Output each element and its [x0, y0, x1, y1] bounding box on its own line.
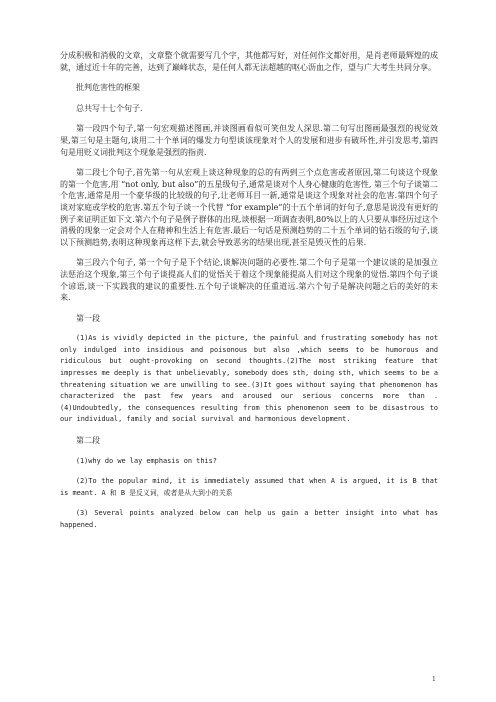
section-heading-first: 第一段 — [76, 313, 100, 323]
section-heading-second: 第二段 — [76, 436, 100, 446]
paragraph-1-outline: 第一段四个句子,第一句宏观描述图画,并谈图画看似可笑但发人深思.第二句写出图画最强烈的视觉效果,第三句是主题句,谈用二十个单词的爆发力句型谈该现象对个人的发展和进步有破坏性,并引发思考,第四句是用贬义词批判这个现象是强烈的指责. — [60, 124, 438, 157]
intro-paragraph: 分成积极和消极的文章，文章整个就需要写几个字，其他都写好，对任何作文都好用，是肖老师最辉煌的成就，通过近十年的完善，达到了巅峰状态，是任何人都无法超越的呕心沥血之作，望与广大考生共同分享。 — [60, 51, 438, 72]
paragraph-3-outline: 第三段六个句子, 第一个句子是下个结论,谈解决问题的必要性.第二个句子是第一个建议谈的是加强立法惩治这个现象,第三个句子谈提高人们的觉悟关于着这个现象能提高人们对这个现象的觉悟.第四个句子谈个谚语,谈一下实践我的建议的重要性.五个句子谈解决的任重道远.第六个句子是解决问题之后的美好的未来. — [60, 258, 438, 303]
english-template-first: (1)As is vividly depicted in the picture, the painful and frustrating somebody has not only indulged into insidious and poisonous but also ,which seems to be humorous and ridiculous but ought-provoking on second thoughts.(2)The most striking feature that impresses me deeply is that unbelievably, somebody does sth, doing sth, which seems to be a threatening situation we are unwilling to see.(3)It goes without saying that phenomenon has characterized the past few years and aroused our serious concerns more than .(4)Undoubtedly, the consequences resulting from this phenomenon seem to be disastrous to our individual, family and social survival and harmonious development. — [60, 334, 438, 424]
english-sentence-1: (1)why do we lay emphasis on this? — [75, 456, 217, 465]
framework-title: 批判危害性的框架 — [76, 83, 140, 93]
page-number: 1 — [432, 676, 436, 683]
english-sentence-3: (3) Several points analyzed below can help us gain a better insight into what has happened. — [60, 509, 438, 529]
document-body — [60, 50, 438, 541]
english-sentence-2: (2)To the popular mind, it is immediately assumed that when A is argued, it is B that is meant. A 和 B 是反义词，或者是从大到小的关系 — [60, 477, 438, 497]
sentence-count-note: 总共写十七个句子. — [76, 103, 143, 113]
paragraph-2-outline: 第二段七个句子,首先第一句从宏观上谈这种现象的总的有两到三个点危害或者原因,第二句谈这个现象的第一个危害,用 “not only, but also”的五星级句子,通常是谈对个人身心健康的危害性, 第三个句子谈第二个危害,通常是用一个豪华级的比较级的句子,让老师耳目一新,通常是谈这个现象对社会的危害.第四个句子谈对家庭或学校的危害.第五个句子谈一个代替 “for example”的十五个单词的好句子,意思是说没有更好的例子来证明正如下文.第六个句子是例子群体的出现,谈根据一项调查表明,80%以上的人只要从事经历过这个消极的现象一定会对个人在精神和生活上有危害.最后一句话是预测趋势的二十五个单词的钻石级的句子,谈以下预测趋势,表明这种现象再这样下去,就会导致恶劣的结果出现,甚至是毁灭性的后果. — [60, 168, 438, 247]
